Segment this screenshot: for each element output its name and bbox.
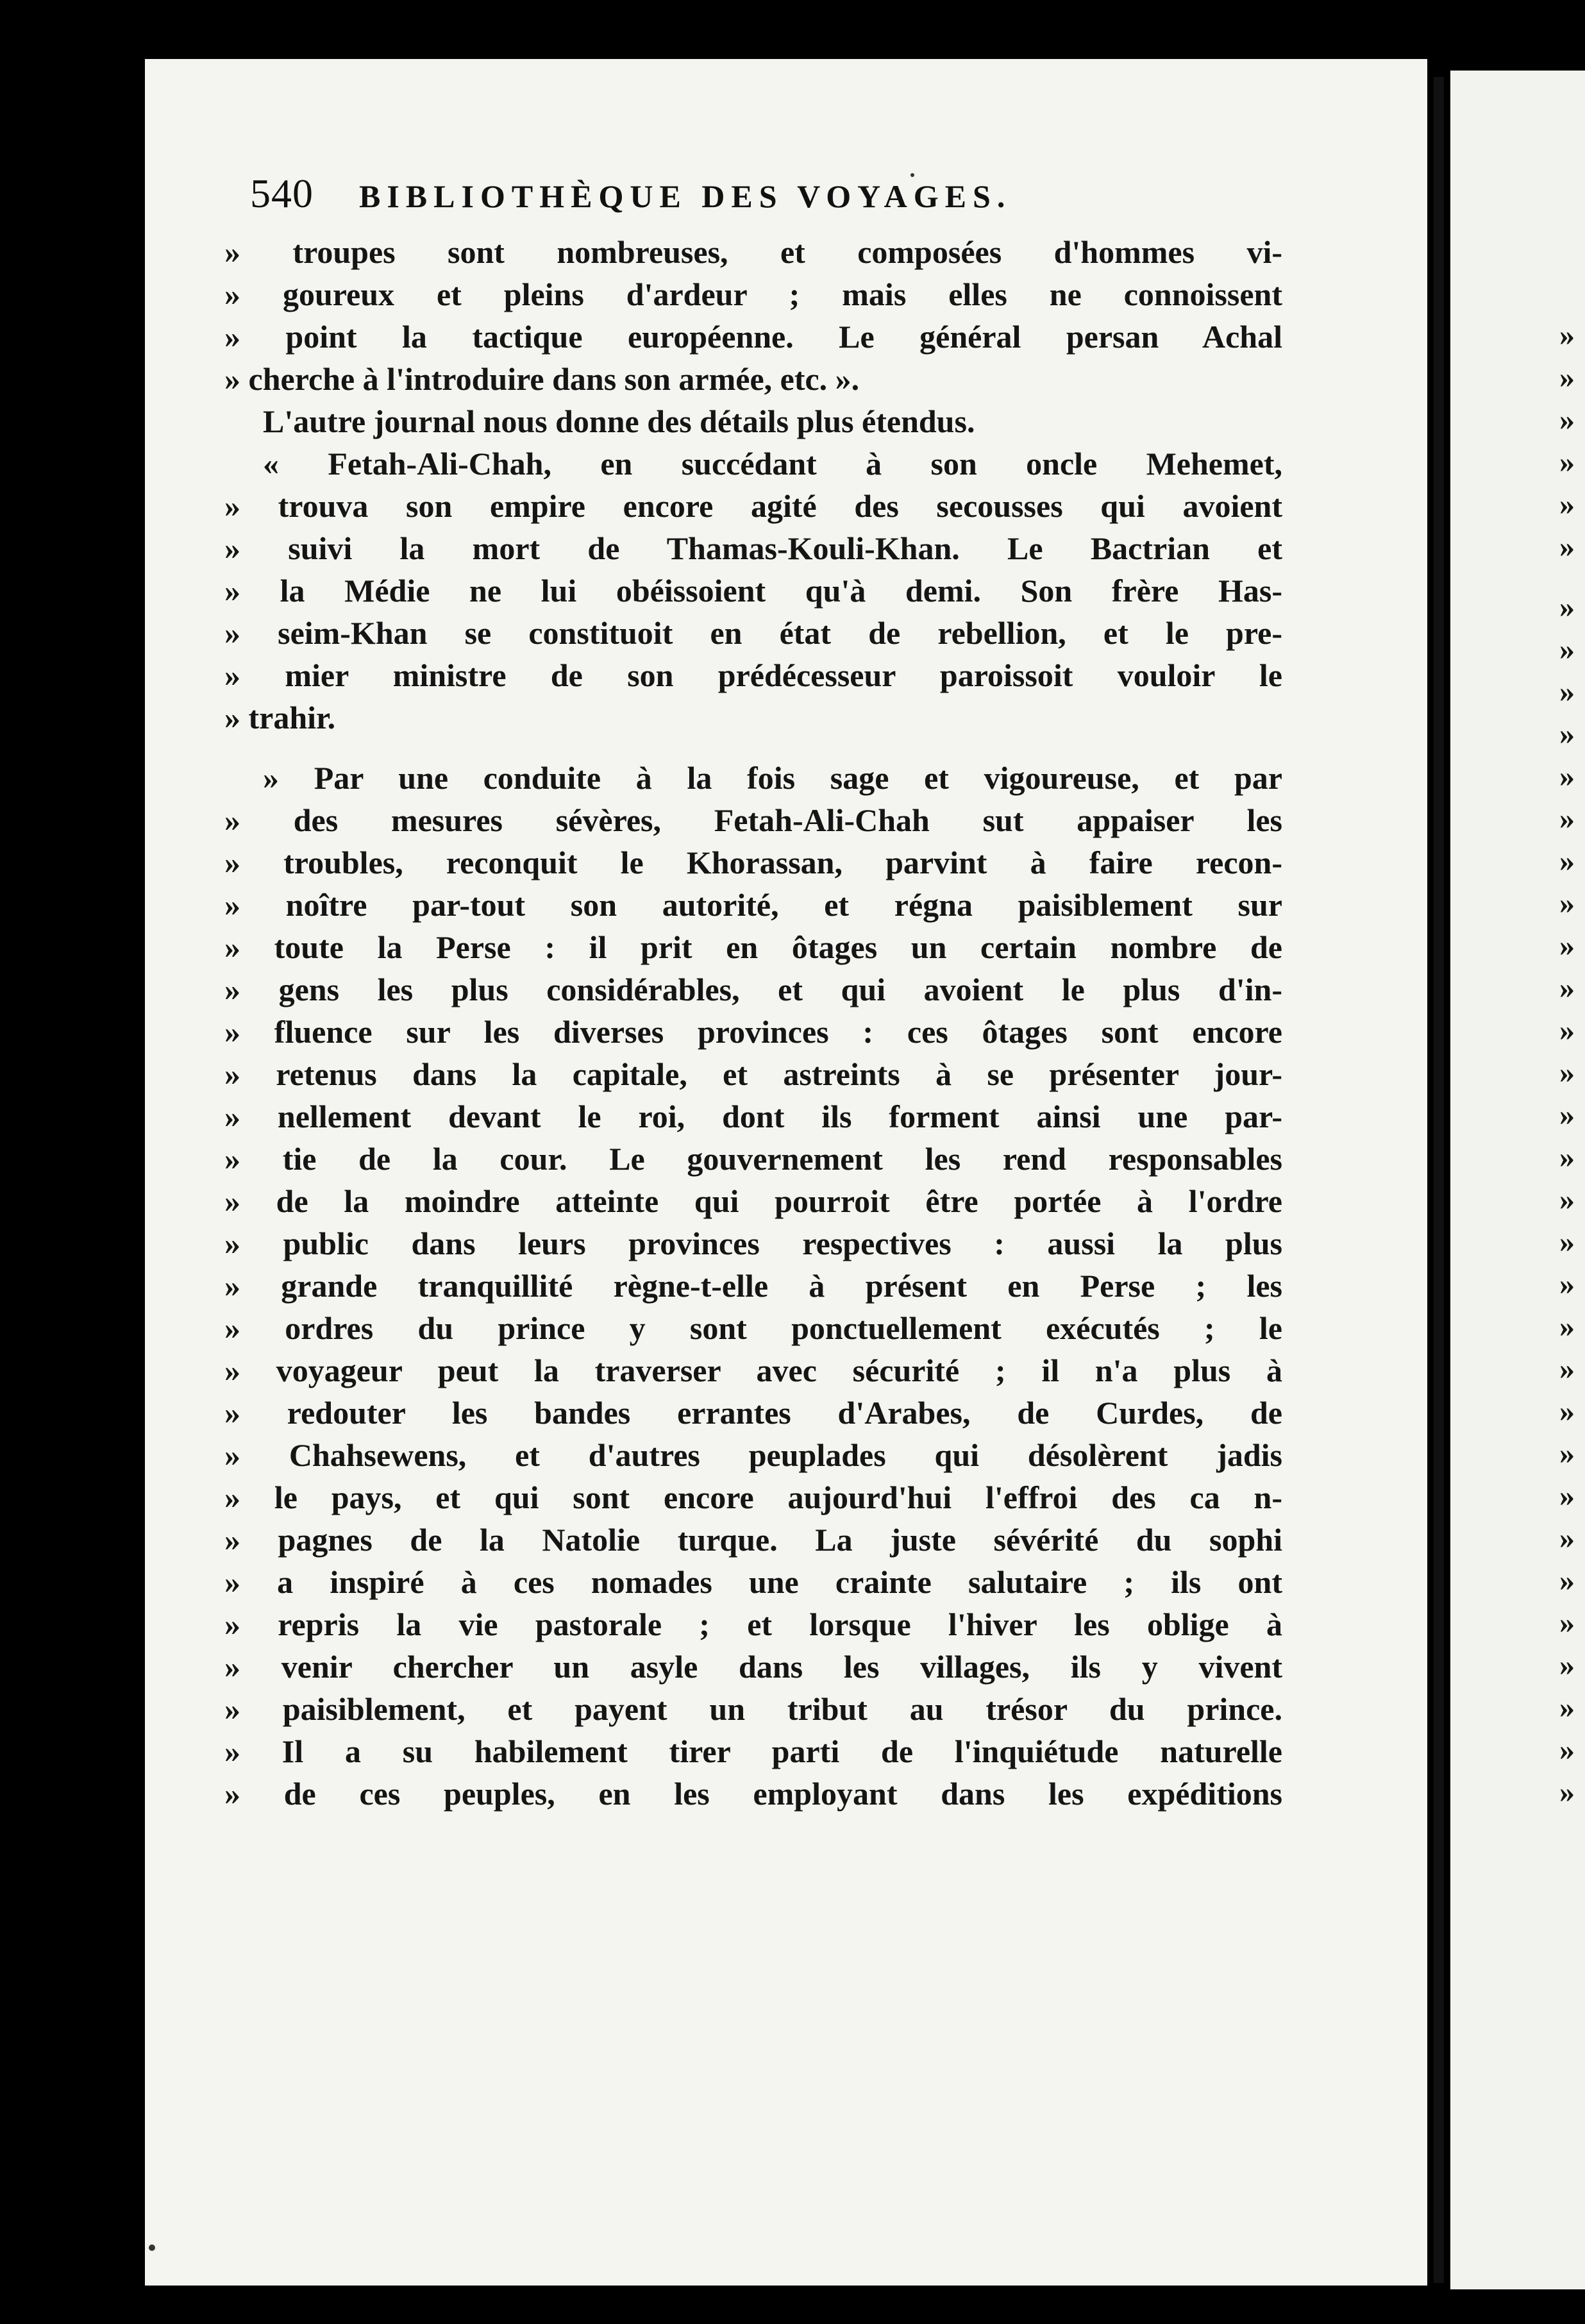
text-line: » des mesures sévères, Fetah-Ali-Chah sut appaiser les — [224, 802, 1282, 838]
text-line: » ordres du prince y sont ponctuellement exécutés ; le — [224, 1310, 1282, 1346]
facing-page-quote-mark: » — [1559, 1309, 1575, 1343]
text-line: » troubles, reconquit le Khorassan, parvint à faire recon- — [224, 845, 1282, 880]
text-line: » tie de la cour. Le gouvernement les rend responsables — [224, 1141, 1282, 1177]
text-line: » toute la Perse : il prit en ôtages un certain nombre de — [224, 929, 1282, 965]
facing-page-quote-mark: » — [1559, 1140, 1575, 1174]
facing-page-quote-mark: » — [1559, 971, 1575, 1005]
paragraph-gap — [224, 739, 1282, 757]
facing-page-quote-mark: » — [1559, 445, 1575, 479]
facing-page-quote-mark: » — [1559, 487, 1575, 521]
text-line: » pagnes de la Natolie turque. La juste sévérité du sophi — [224, 1522, 1282, 1558]
text-line: » noître par-tout son autorité, et régna paisiblement sur — [224, 887, 1282, 923]
facing-page-quote-mark: » — [1559, 1479, 1575, 1513]
facing-page-quote-mark: » — [1559, 1352, 1575, 1386]
page-gutter — [1434, 77, 1444, 2283]
facing-page-marks — [1559, 314, 1585, 1814]
text-line: » Par une conduite à la fois sage et vigoureuse, et par — [263, 760, 1282, 796]
text-line: » Il a su habilement tirer parti de l'inquiétude naturelle — [224, 1733, 1282, 1769]
text-line: » de la moindre atteinte qui pourroit être portée à l'ordre — [224, 1183, 1282, 1219]
text-line: » nellement devant le roi, dont ils forment ainsi une par- — [224, 1099, 1282, 1134]
facing-page-edge — [1450, 71, 1585, 2289]
facing-page-quote-mark: » — [1559, 1563, 1575, 1597]
text-line: » public dans leurs provinces respectives : aussi la plus — [224, 1225, 1282, 1261]
text-line: » grande tranquillité règne-t-elle à présent en Perse ; les — [224, 1268, 1282, 1304]
text-line: » point la tactique européenne. Le général persan Achal — [224, 319, 1282, 355]
text-line: » Chahsewens, et d'autres peuplades qui désolèrent jadis — [224, 1437, 1282, 1473]
running-title: BIBLIOTHÈQUE DES VOYAGES. — [359, 178, 1012, 214]
facing-page-quote-mark: » — [1559, 318, 1575, 352]
facing-page-quote-mark: » — [1559, 1606, 1575, 1640]
text-line: L'autre journal nous donne des détails plus étendus. — [263, 403, 975, 439]
text-line: » paisiblement, et payent un tribut au trésor du prince. — [224, 1691, 1282, 1727]
text-line: » trahir. — [224, 700, 336, 736]
text-line: » trouva son empire encore agité des secousses qui avoient — [224, 488, 1282, 524]
facing-page-quote-mark: » — [1559, 1648, 1575, 1682]
text-line: » gens les plus considérables, et qui avoient le plus d'in- — [224, 972, 1282, 1007]
facing-page-quote-mark: » — [1559, 802, 1575, 836]
facing-page-quote-mark: » — [1559, 1183, 1575, 1217]
text-line: » redouter les bandes errantes d'Arabes, de Curdes, de — [224, 1395, 1282, 1431]
facing-page-quote-mark: » — [1559, 886, 1575, 920]
text-line: » le pays, et qui sont encore aujourd'hui l'effroi des ca n- — [224, 1479, 1282, 1515]
facing-page-quote-mark: » — [1559, 1013, 1575, 1047]
text-line: » repris la vie pastorale ; et lorsque l'hiver les oblige à — [224, 1606, 1282, 1642]
facing-page-quote-mark: » — [1559, 530, 1575, 564]
text-line: » voyageur peut la traverser avec sécurité ; il n'a plus à — [224, 1352, 1282, 1388]
facing-page-quote-mark: » — [1559, 1733, 1575, 1767]
text-line: » cherche à l'introduire dans son armée, etc. ». — [224, 361, 860, 397]
facing-page-quote-mark: » — [1559, 1521, 1575, 1555]
facing-page-quote-mark: » — [1559, 360, 1575, 394]
text-line: » retenus dans la capitale, et astreints à se présenter jour- — [224, 1056, 1282, 1092]
text-line: » mier ministre de son prédécesseur paroissoit vouloir le — [224, 657, 1282, 693]
facing-page-quote-mark: » — [1559, 1225, 1575, 1259]
facing-page-quote-mark: » — [1559, 675, 1575, 709]
text-line: » de ces peuples, en les employant dans les expéditions — [224, 1776, 1282, 1812]
facing-page-quote-mark: » — [1559, 929, 1575, 963]
text-line: » a inspiré à ces nomades une crainte salutaire ; ils ont — [224, 1564, 1282, 1600]
page-header — [250, 170, 1282, 228]
facing-page-quote-mark: » — [1559, 1098, 1575, 1132]
facing-page-quote-mark: » — [1559, 1436, 1575, 1470]
page-speck — [910, 173, 914, 177]
text-line: » venir chercher un asyle dans les villages, ils y vivent — [224, 1649, 1282, 1685]
page-speck — [149, 2244, 155, 2251]
text-line: « Fetah-Ali-Chah, en succédant à son oncle Mehemet, — [263, 446, 1282, 482]
text-line: » seim-Khan se constituoit en état de rebellion, et le pre- — [224, 615, 1282, 651]
facing-page-quote-mark: » — [1559, 590, 1575, 624]
text-line: » troupes sont nombreuses, et composées d'hommes vi- — [224, 234, 1282, 270]
facing-page-quote-mark: » — [1559, 403, 1575, 437]
body-text — [224, 231, 1282, 1815]
facing-page-quote-mark: » — [1559, 759, 1575, 793]
facing-page-quote-mark: » — [1559, 717, 1575, 751]
facing-page-quote-mark: » — [1559, 632, 1575, 666]
facing-page-quote-mark: » — [1559, 1775, 1575, 1809]
facing-page-quote-mark: » — [1559, 1690, 1575, 1724]
text-line: » suivi la mort de Thamas-Kouli-Khan. Le Bactrian et — [224, 530, 1282, 566]
text-line: » fluence sur les diverses provinces : ces ôtages sont encore — [224, 1014, 1282, 1050]
facing-page-quote-mark: » — [1559, 1056, 1575, 1090]
facing-page-quote-mark: » — [1559, 844, 1575, 878]
facing-page-quote-mark: » — [1559, 1267, 1575, 1301]
text-line: » goureux et pleins d'ardeur ; mais elles ne connoissent — [224, 276, 1282, 312]
page-number: 540 — [250, 171, 314, 216]
facing-page-quote-mark: » — [1559, 1394, 1575, 1428]
text-line: » la Médie ne lui obéissoient qu'à demi. Son frère Has- — [224, 573, 1282, 609]
